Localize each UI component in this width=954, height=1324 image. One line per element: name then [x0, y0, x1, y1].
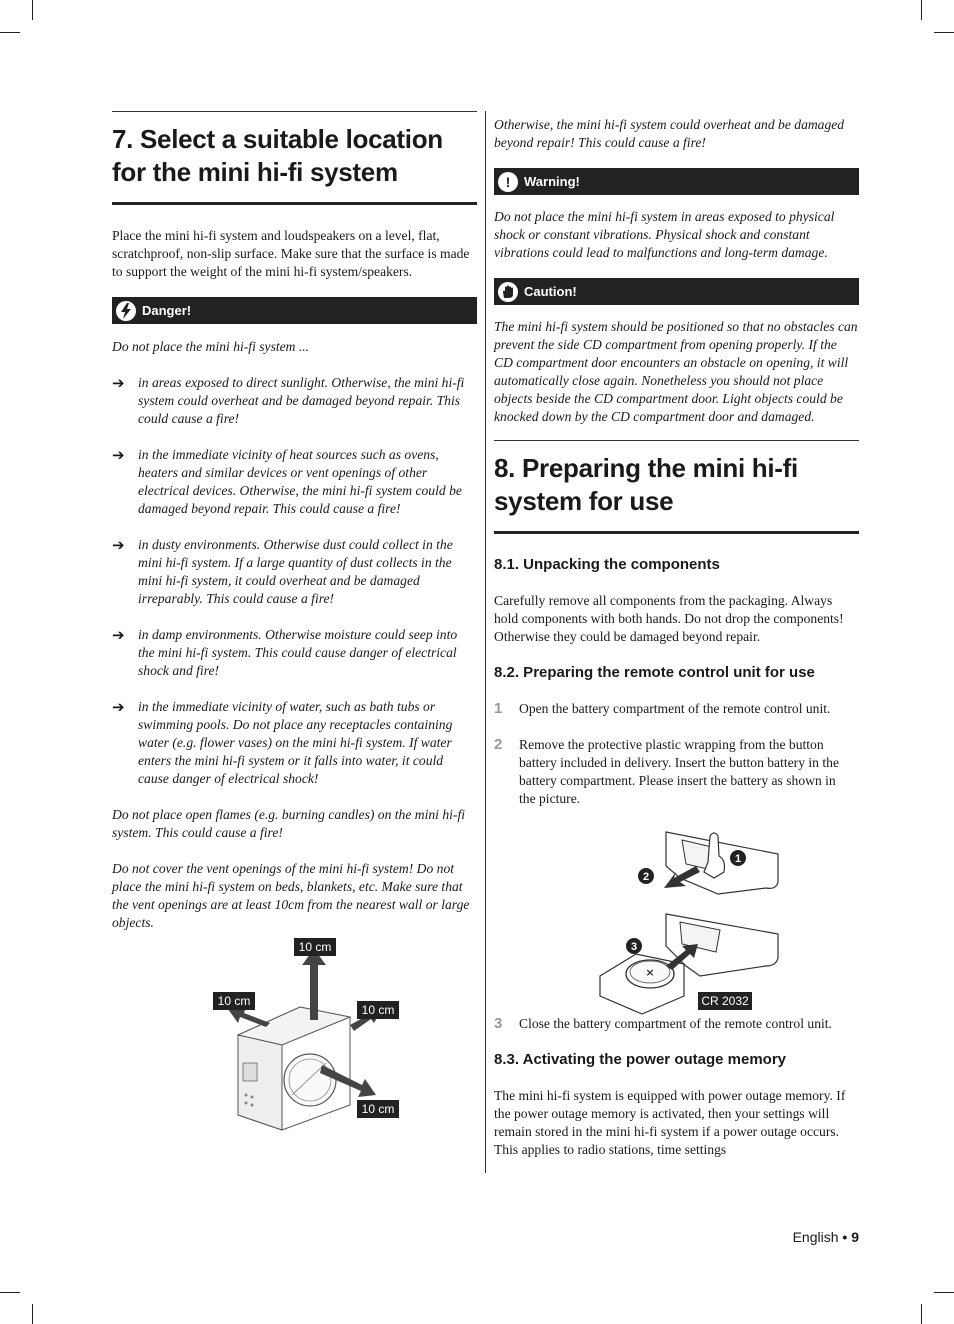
section-8-3-text: The mini hi-fi system is equipped with power outage memory. If the power outage memory is activated, then your settings will remain stored in the mini hi-fi system if a power outage occurs. This applies to radio stations, time settings [494, 1088, 846, 1157]
figure-number: 1 [734, 853, 742, 865]
list-item [112, 446, 477, 518]
arrow-icon: ➔ [112, 698, 125, 716]
heading-underline [112, 202, 477, 205]
figure-label: 10 cm [361, 1102, 395, 1116]
list-item [112, 698, 477, 788]
crop-mark [934, 32, 954, 33]
arrow-icon: ➔ [112, 374, 125, 392]
step-text: Close the battery compartment of the remote control unit. [519, 1016, 832, 1031]
warning-label: Warning! [524, 174, 580, 189]
crop-mark [0, 1292, 20, 1293]
bullet-text: in the immediate vicinity of heat sources such as ovens, heaters and similar devices or vent openings of other electrical devices. Otherwise, the mini hi-fi system could be damaged beyond repair. This could cause a fire! [138, 447, 462, 516]
bullet-text: in dusty environments. Otherwise dust could collect in the mini hi-fi system. If a large quantity of dust collects in the mini hi-fi system, it could overheat and be damaged irreparably. This could cause a fire! [138, 537, 453, 606]
exclamation-icon: ! [498, 172, 518, 192]
continued-text: Otherwise, the mini hi-fi system could overheat and be damaged beyond repair! This could cause a fire! [494, 117, 845, 150]
step-number: 3 [494, 1015, 503, 1032]
figure-label: 10 cm [298, 940, 332, 954]
step-item [494, 1015, 859, 1033]
arrow-icon: ➔ [112, 536, 125, 554]
section-rule [494, 440, 859, 441]
left-column [112, 111, 477, 932]
battery-type-label: CR 2032 [701, 994, 749, 1008]
lightning-icon [116, 301, 136, 321]
danger-label: Danger! [142, 303, 192, 318]
list-item [112, 536, 477, 608]
step-text: Open the battery compartment of the remote control unit. [519, 701, 831, 716]
heading-underline [494, 531, 859, 534]
footer-separator: • [842, 1229, 848, 1245]
crop-mark [0, 32, 20, 33]
figure-number: 2 [642, 871, 650, 883]
crop-mark [921, 1304, 922, 1324]
list-item [112, 626, 477, 680]
crop-mark [934, 1292, 954, 1293]
danger-intro: Do not place the mini hi-fi system ... [112, 339, 310, 354]
section-8-1-heading: 8.1. Unpacking the components [494, 556, 720, 573]
svg-text:×: × [645, 966, 655, 979]
caution-text: The mini hi-fi system should be positioned so that no obstacles can prevent the side CD compartment from opening properly. If the CD compartment door encounters an obstacle on opening, it will automatically close again. Nonetheless you should not place objects beside the CD compartment door. Light objects could be knocked down by the CD compartment door and damaged. [494, 319, 858, 424]
figure-label: 10 cm [361, 1003, 395, 1017]
vents-warning: Do not cover the vent openings of the mini hi-fi system! Do not place the mini hi-fi system on beds, blankets, etc. Make sure that the vent openings are at least 10cm from the nearest wall or large objects. [112, 861, 470, 930]
intro-text: Place the mini hi-fi system and loudspeakers on a level, flat, scratchproof, non-slip surface. Make sure that the surface is made to support the weight of the mini hi-fi system/speakers. [112, 228, 470, 279]
crop-mark [921, 0, 922, 20]
section-rule [112, 111, 477, 112]
step-number: 2 [494, 736, 503, 753]
bullet-text: in damp environments. Otherwise moisture could seep into the mini hi-fi system. This could cause danger of electrical shock and fire! [138, 627, 458, 678]
clearance-diagram [210, 935, 410, 1135]
crop-mark [32, 0, 33, 20]
page-number: 9 [851, 1229, 859, 1245]
section-8-2-heading: 8.2. Preparing the remote control unit for use [494, 664, 815, 681]
step-item [494, 700, 859, 718]
step-number: 1 [494, 700, 503, 717]
step-item [494, 736, 859, 808]
step-text: Remove the protective plastic wrapping from the button battery included in delivery. Insert the button battery in the battery compartment. Please insert the battery as shown in the picture. [519, 737, 839, 806]
bullet-text: in the immediate vicinity of water, such as bath tubs or swimming pools. Do not place any receptacles containing water (e.g. flower vases) on the mini hi-fi system. If water enters the mini hi-fi system or it falls into water, it could cause danger of electrical shock! [138, 699, 453, 786]
footer-language: English [792, 1229, 839, 1245]
warning-bar [494, 168, 859, 195]
warning-text: Do not place the mini hi-fi system in areas exposed to physical shock or constant vibrations. Physical shock and constant vibrations could lead to malfunctions and long-term damage. [494, 209, 835, 260]
caution-bar [494, 278, 859, 305]
hand-icon [498, 282, 518, 302]
section-8-3-heading: 8.3. Activating the power outage memory [494, 1051, 787, 1068]
danger-bar [112, 297, 477, 324]
section-8-1-text: Carefully remove all components from the packaging. Always hold components with both hands. Do not drop the components! Otherwise they could be damaged beyond repair. [494, 593, 844, 644]
figure-label: 10 cm [217, 994, 251, 1008]
page-footer [793, 1229, 859, 1245]
battery-diagram [596, 826, 782, 1016]
section-8-heading: 8. Preparing the mini hi-fi system for use [494, 453, 798, 516]
crop-mark [32, 1304, 33, 1324]
flames-warning: Do not place open flames (e.g. burning candles) on the mini hi-fi system. This could cause a fire! [112, 807, 465, 840]
section-7-heading: 7. Select a suitable location for the mini hi-fi system [112, 124, 443, 187]
column-divider [485, 111, 486, 1173]
list-item [112, 374, 477, 428]
bullet-text: in areas exposed to direct sunlight. Otherwise, the mini hi-fi system could overheat and be damaged beyond repair. This could cause a fire! [138, 375, 465, 426]
caution-label: Caution! [524, 284, 577, 299]
arrow-icon: ➔ [112, 446, 125, 464]
figure-number: 3 [630, 941, 638, 953]
arrow-icon: ➔ [112, 626, 125, 644]
